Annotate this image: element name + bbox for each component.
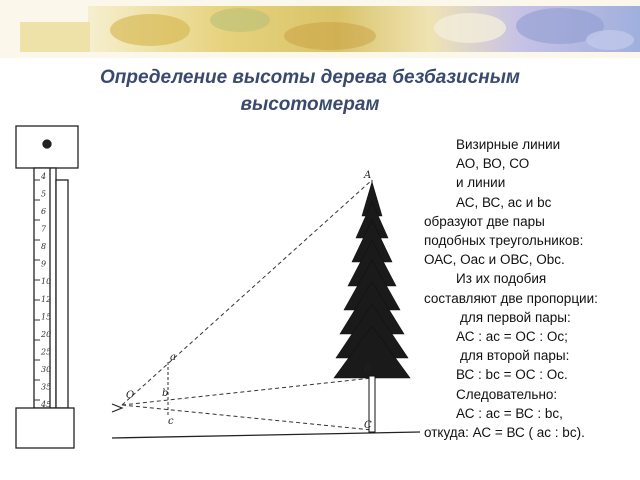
sighting-lines	[122, 180, 372, 430]
text-line: Следовательно:	[456, 386, 558, 402]
text-line: ОАС, Оас и ОВС, Оbc.	[424, 252, 565, 268]
text-line: Из их подобия	[456, 271, 547, 287]
text-line: для второй пары:	[460, 348, 570, 364]
text-line: АС, ВС, ас и bc	[456, 194, 552, 210]
ruler-mark-label: 35	[41, 382, 52, 392]
text-line: АС : ас = ОС : Ос;	[456, 329, 568, 345]
text-line: ВС : bc = ОС : Ос.	[456, 367, 568, 383]
hypsometer-diagram	[0, 120, 430, 460]
label-b: b	[162, 388, 169, 399]
explanation-text	[424, 135, 638, 442]
header-banner	[0, 0, 640, 58]
text-fragment: АС = ВС ( ас : bc).	[472, 425, 585, 441]
ruler-mark-label: 45	[41, 400, 52, 409]
ruler-mark-label: 25	[41, 347, 52, 357]
text-line: составляют две пропорции:	[424, 290, 598, 306]
ruler-mark-label: 8	[41, 242, 47, 252]
text-line: и линии	[456, 175, 506, 191]
ruler-mark-label: 9	[41, 259, 47, 269]
label-A: A	[364, 170, 372, 181]
banner-image	[0, 0, 640, 58]
text-line: АО, ВО, СО	[456, 156, 530, 172]
label-O: O	[126, 390, 135, 401]
title-line-1: Определение высоты дерева безбазисным	[100, 67, 520, 88]
text-line: Визирные линии	[456, 137, 561, 152]
ruler-mark-label: 6	[41, 207, 47, 217]
label-c: c	[168, 416, 174, 427]
ruler-mark-label: 15	[41, 312, 52, 322]
label-C: C	[364, 420, 372, 431]
ruler-mark-label: 4	[41, 172, 47, 181]
ruler-mark-label: 20	[41, 329, 52, 339]
ruler-mark-label: 5	[41, 189, 47, 199]
observer-eye-icon	[112, 404, 122, 412]
text-line: образуют две пары	[424, 213, 545, 229]
ground-line	[112, 432, 420, 438]
page-title	[40, 64, 580, 118]
diagram-drawing	[0, 120, 430, 460]
ruler-mark-label: 30	[41, 364, 52, 374]
label-B: B	[364, 364, 372, 375]
text-fragment: откуда:	[424, 425, 473, 441]
ruler-mark-label: 12	[41, 294, 52, 304]
text-line: для первой пары:	[460, 309, 571, 325]
text-line: подобных треугольников:	[424, 233, 584, 249]
ruler-mark-label: 7	[41, 224, 47, 234]
text-line: АС : ас = ВС : bc,	[456, 405, 563, 421]
spruce-tree	[334, 182, 410, 432]
ruler-mark-label: 10	[41, 277, 52, 287]
title-line-2: высотомерам	[240, 94, 380, 115]
label-a: a	[170, 352, 176, 363]
text-line	[424, 423, 638, 442]
